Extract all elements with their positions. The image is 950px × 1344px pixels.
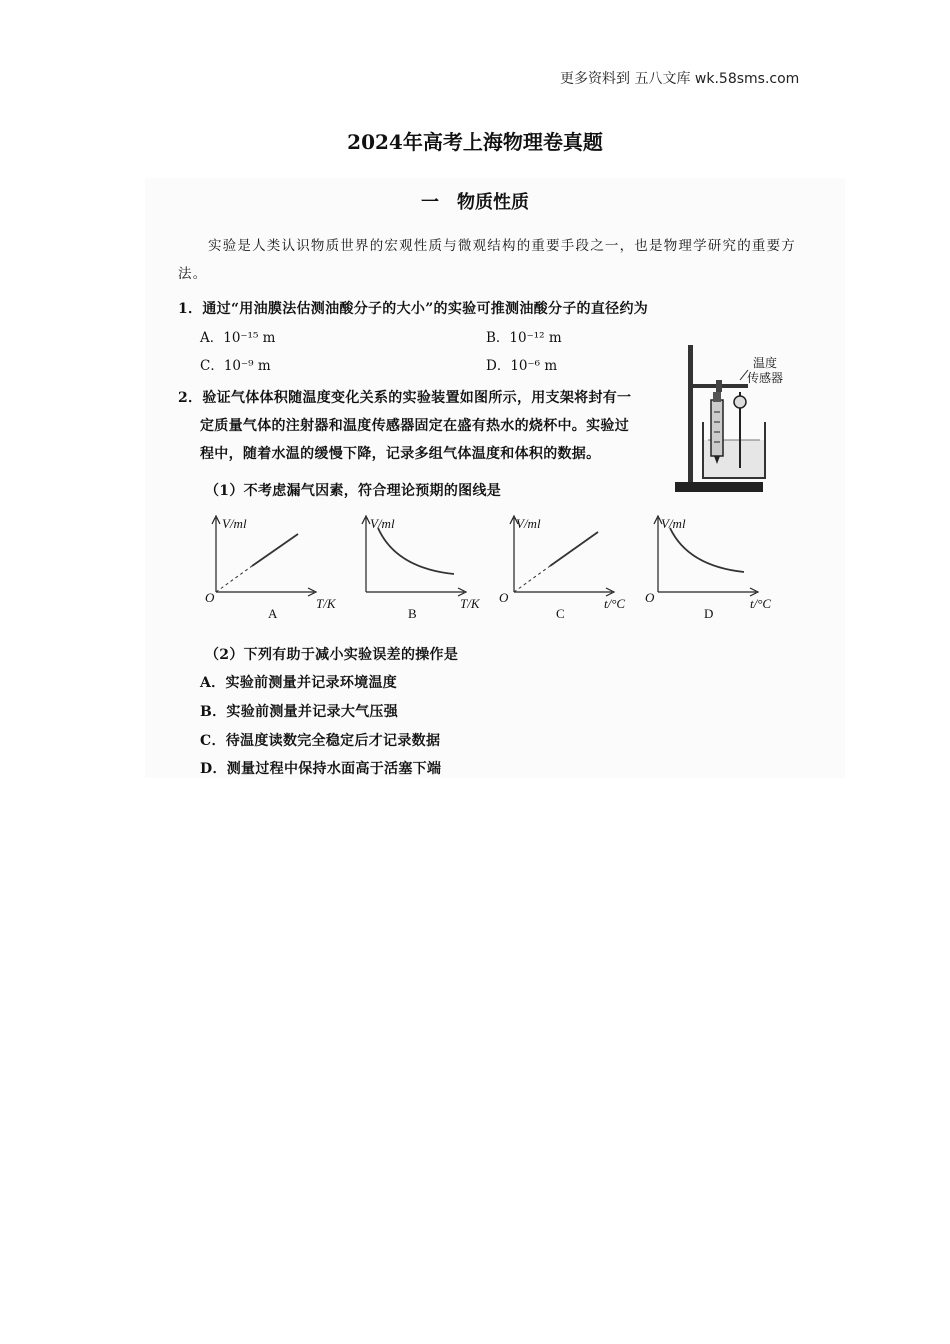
graph-a-xlabel: T/K — [316, 596, 336, 611]
graph-a-line — [252, 534, 298, 566]
q1-option-c: C．10⁻⁹ m — [200, 358, 271, 374]
graph-c-origin: O — [499, 590, 509, 605]
q2-stem-line1: 2．验证气体体积随温度变化关系的实验装置如图所示，用支架将封有一 — [178, 390, 632, 406]
answer-graphs — [190, 508, 790, 628]
graph-a-letter: A — [268, 606, 278, 621]
graph-c-dashed-line — [514, 566, 550, 592]
q2-option-d: D．测量过程中保持水面高于活塞下端 — [200, 761, 442, 777]
q2-option-b: B．实验前测量并记录大气压强 — [200, 704, 399, 720]
q1-stem: 1．通过“用油膜法估测油酸分子的大小”的实验可推测油酸分子的直径约为 — [178, 301, 649, 317]
graph-c-line — [550, 532, 598, 566]
q2-sub2: （2）下列有助于减小实验误差的操作是 — [205, 647, 459, 663]
q2-option-c: C．待温度读数完全稳定后才记录数据 — [200, 733, 441, 749]
q1-option-b: B．10⁻¹² m — [486, 330, 562, 346]
page-title: 2024年高考上海物理卷真题 — [347, 130, 603, 154]
q2-stem-line3: 程中，随着水温的缓慢下降，记录多组气体温度和体积的数据。 — [200, 446, 601, 462]
watermark: 更多资料到 五八文库 wk.58sms.com — [560, 71, 800, 87]
graph-d-origin: O — [645, 590, 655, 605]
graph-d-curve — [670, 528, 744, 572]
sensor-label-line1: 温度 — [752, 356, 777, 370]
q2-sub1: （1）不考虑漏气因素，符合理论预期的图线是 — [205, 483, 502, 499]
q2-option-a: A．实验前测量并记录环境温度 — [200, 675, 398, 691]
q2-stem — [178, 384, 668, 468]
graph-b-ylabel: V/ml — [370, 516, 395, 531]
graph-d-letter: D — [704, 606, 714, 621]
q2-stem-line2: 定质量气体的注射器和温度传感器固定在盛有热水的烧杯中。实验过 — [200, 418, 629, 434]
graph-d-xlabel: t/°C — [750, 596, 772, 611]
sensor-label — [745, 356, 785, 386]
graph-b-letter: B — [408, 606, 417, 621]
q1-option-d: D．10⁻⁶ m — [486, 358, 558, 374]
graph-a-ylabel: V/ml — [222, 516, 247, 531]
intro-paragraph: 实验是人类认识物质世界的宏观性质与微观结构的重要手段之一，也是物理学研究的重要方法。 — [178, 238, 796, 282]
graph-a-dashed-line — [216, 566, 252, 592]
graph-d-ylabel: V/ml — [661, 516, 686, 531]
graph-c-ylabel: V/ml — [516, 516, 541, 531]
graph-b-curve — [378, 528, 454, 574]
sensor-label-line2: 传感器 — [746, 371, 783, 385]
graph-c-letter: C — [556, 606, 565, 621]
section-heading: 一 物质性质 — [421, 192, 529, 213]
q1-option-a: A．10⁻¹⁵ m — [200, 330, 276, 346]
graph-c-xlabel: t/°C — [604, 596, 626, 611]
graph-b-xlabel: T/K — [460, 596, 480, 611]
graph-a-origin: O — [205, 590, 215, 605]
